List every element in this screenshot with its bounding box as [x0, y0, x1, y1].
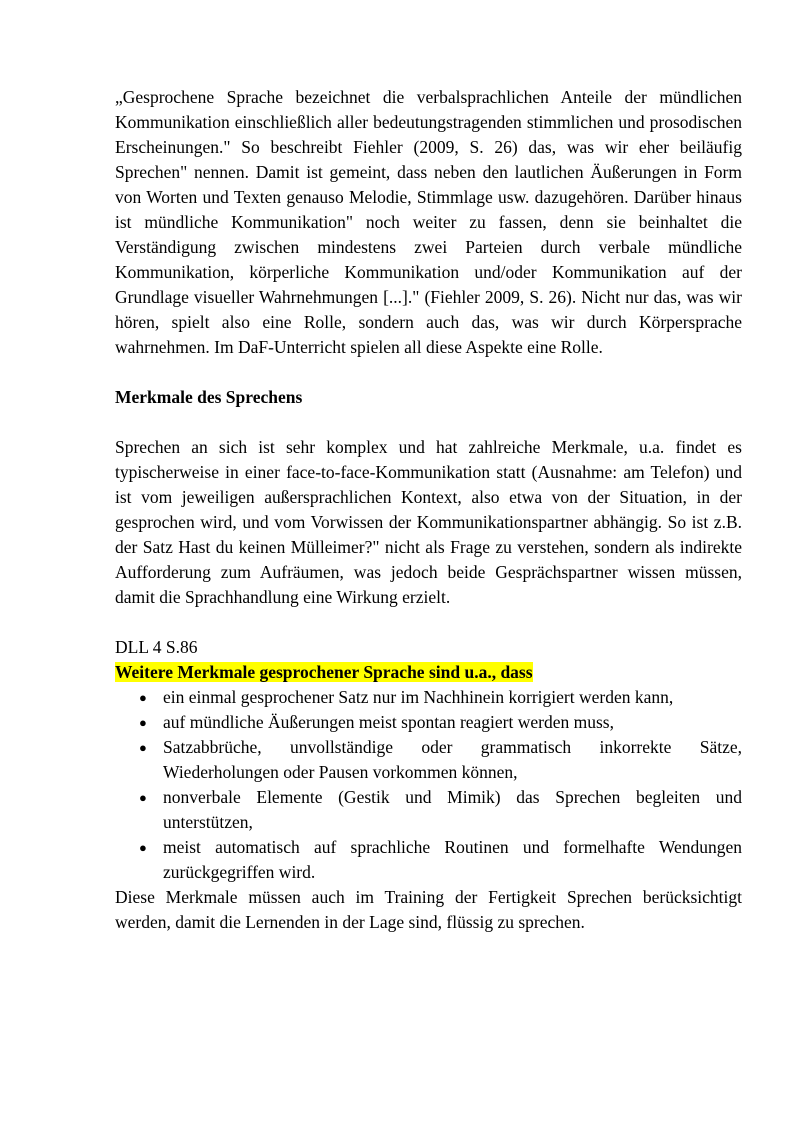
list-item	[115, 735, 742, 785]
bullet-icon: ●	[139, 840, 147, 855]
bullet-icon: ●	[139, 715, 147, 730]
source-reference: DLL 4 S.86	[115, 637, 198, 657]
list-item-text: meist automatisch auf sprachliche Routinen und formelhafte Wendungen zurückgegriffen wird.	[163, 837, 742, 882]
bullet-icon: ●	[139, 690, 147, 705]
section-heading: Merkmale des Sprechens	[115, 387, 303, 407]
list-item	[115, 685, 742, 710]
list-item-text: auf mündliche Äußerungen meist spontan reagiert werden muss,	[163, 712, 614, 732]
document-page	[115, 85, 742, 935]
list-item	[115, 710, 742, 735]
conclusion-paragraph: Diese Merkmale müssen auch im Training der Fertigkeit Sprechen berücksichtigt werden, damit die Lernenden in der Lage sind, flüssig zu sprechen.	[115, 887, 742, 932]
list-item-text: ein einmal gesprochener Satz nur im Nachhinein korrigiert werden kann,	[163, 687, 674, 707]
bullet-icon: ●	[139, 740, 147, 755]
list-item	[115, 835, 742, 885]
bullet-icon: ●	[139, 790, 147, 805]
intro-paragraph: „Gesprochene Sprache bezeichnet die verbalsprachlichen Anteile der mündlichen Kommunikation einschließlich aller bedeutungstragenden stimmlichen und prosodischen Erscheinungen." So beschreibt Fiehler (2009, S. 26) das, was wir eher beiläufig Sprechen" nennen. Damit ist gemeint, dass neben den lautlichen Äußerungen in Form von Worten und Texten genauso Melodie, Stimmlage usw. dazugehören. Darüber hinaus ist mündliche Kommunikation" noch weiter zu fassen, denn sie beinhaltet die Verständigung zwischen mindestens zwei Parteien durch verbale mündliche Kommunikation, körperliche Kommunikation und/oder Kommunikation auf der Grundlage visueller Wahrnehmungen [...]." (Fiehler 2009, S. 26). Nicht nur das, was wir hören, spielt also eine Rolle, sondern auch das, was wir durch Körpersprache wahrnehmen. Im DaF-Unterricht spielen all diese Aspekte eine Rolle.	[115, 87, 742, 357]
features-list	[115, 685, 742, 885]
spacer	[115, 360, 742, 385]
spacer	[115, 610, 742, 635]
list-item	[115, 785, 742, 835]
highlighted-heading	[115, 660, 742, 685]
features-paragraph: Sprechen an sich ist sehr komplex und hat zahlreiche Merkmale, u.a. findet es typischerweise in einer face-to-face-Kommunikation statt (Ausnahme: am Telefon) und ist vom jeweiligen außersprachlichen Kontext, also etwa von der Situation, in der gesprochen wird, und vom Vorwissen der Kommunikationspartner abhängig. So ist z.B. der Satz Hast du keinen Mülleimer?" nicht als Frage zu verstehen, sondern als indirekte Aufforderung zum Aufräumen, was jedoch beide Gesprächspartner wissen müssen, damit die Sprachhandlung eine Wirkung erzielt.	[115, 437, 742, 607]
list-item-text: Satzabbrüche, unvollständige oder grammatisch inkorrekte Sätze, Wiederholungen oder Pausen vorkommen können,	[163, 737, 742, 782]
highlighted-heading-text: Weitere Merkmale gesprochener Sprache sind u.a., dass	[115, 662, 533, 682]
list-item-text: nonverbale Elemente (Gestik und Mimik) das Sprechen begleiten und unterstützen,	[163, 787, 742, 832]
spacer	[115, 410, 742, 435]
